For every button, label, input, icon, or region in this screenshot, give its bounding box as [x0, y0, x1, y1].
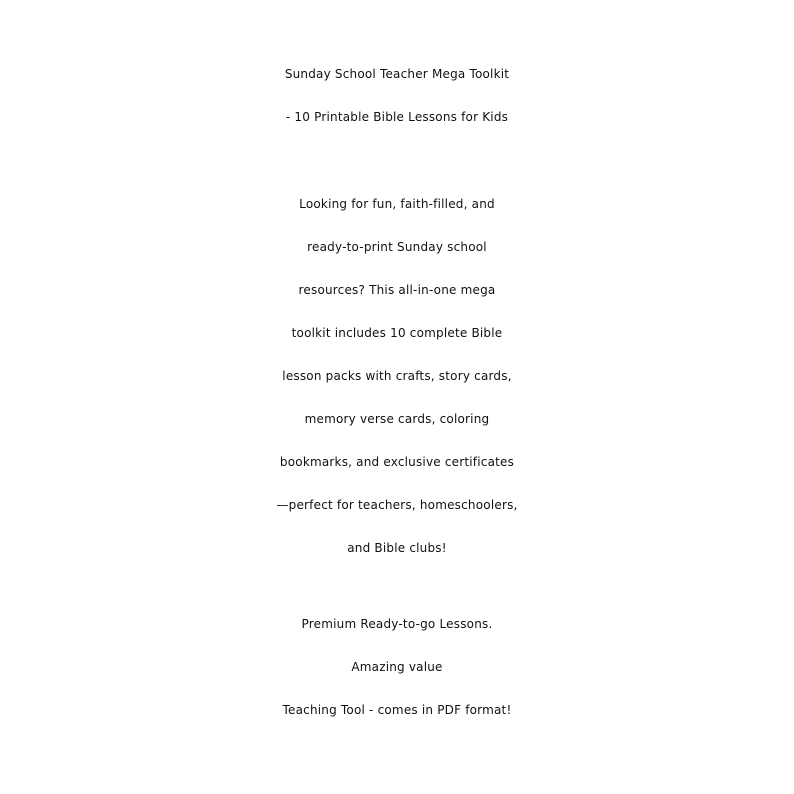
description-line: Looking for fun, faith-filled, and — [299, 197, 495, 211]
title-line-1: Sunday School Teacher Mega Toolkit — [284, 67, 510, 81]
description-line: bookmarks, and exclusive certificates — [279, 455, 515, 469]
promo-line: Teaching Tool - comes in PDF format! — [282, 703, 512, 717]
promo-line: Premium Ready-to-go Lessons. — [301, 617, 493, 631]
title-block — [0, 53, 794, 139]
description-line: ready-to-print Sunday school — [307, 240, 487, 254]
description-line: memory verse cards, coloring — [304, 412, 490, 426]
description-line: toolkit includes 10 complete Bible — [291, 326, 503, 340]
title-line-2: - 10 Printable Bible Lessons for Kids — [285, 110, 509, 124]
description-line: and Bible clubs! — [347, 541, 447, 555]
description-line: resources? This all-in-one mega — [298, 283, 496, 297]
description-block — [0, 183, 794, 570]
description-line: —perfect for teachers, homeschoolers, — [276, 498, 518, 512]
promo-block — [0, 603, 794, 732]
description-line: lesson packs with crafts, story cards, — [282, 369, 512, 383]
promo-line: Amazing value — [351, 660, 443, 674]
